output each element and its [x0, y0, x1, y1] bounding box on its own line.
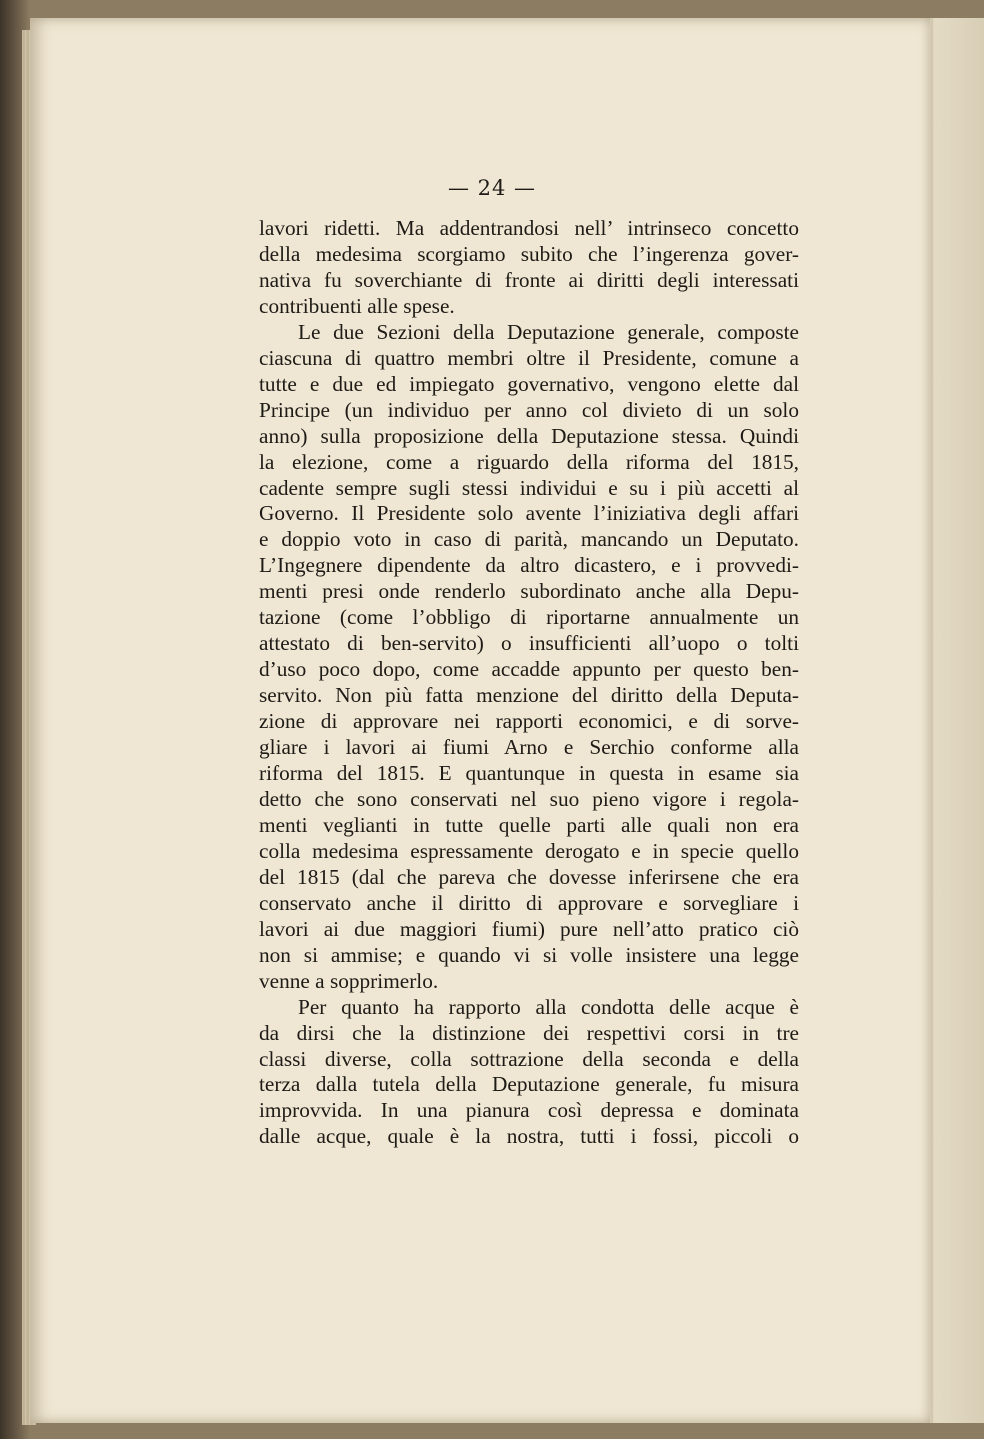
text-line: tazione (come l’obbligo di riportarne annualmente un — [259, 605, 799, 630]
text-line: dalle acque, quale è la nostra, tutti i fossi, piccoli o — [259, 1124, 799, 1149]
text-line: attestato di ben-servito) o insufficienti all’uopo o tolti — [259, 631, 799, 656]
text-line: cadente sempre sugli stessi individui e su i più accetti al — [259, 475, 799, 500]
text-line: Per quanto ha rapporto alla condotta delle acque è — [298, 994, 799, 1019]
text-line: da dirsi che la distinzione dei respettivi corsi in tre — [259, 1020, 799, 1045]
text-line: anno) sulla proposizione della Deputazione stessa. Quindi — [259, 423, 799, 448]
text-line: classi diverse, colla sottrazione della seconda e della — [259, 1046, 799, 1071]
text-line: improvvida. In una pianura così depressa e dominata — [259, 1098, 799, 1123]
text-line: menti presi onde renderlo subordinato anche alla Depu- — [259, 579, 799, 604]
text-line: contribuenti alle spese. — [259, 293, 455, 318]
text-line: riforma del 1815. E quantunque in questa in esame sia — [259, 761, 799, 786]
text-line: tutte e due ed impiegato governativo, vengono elette dal — [259, 371, 799, 396]
text-line: la elezione, come a riguardo della riforma del 1815, — [259, 449, 799, 474]
text-line: servito. Non più fatta menzione del diritto della Deputa- — [259, 683, 799, 708]
text-line: L’Ingegnere dipendente da altro dicastero, e i provvedi- — [259, 553, 799, 578]
text-line: venne a sopprimerlo. — [259, 968, 439, 993]
text-line: lavori ai due maggiori fiumi) pure nell’atto pratico ciò — [259, 916, 799, 941]
text-line: Governo. Il Presidente solo avente l’iniziativa degli affari — [259, 501, 799, 526]
text-line: gliare i lavori ai fiumi Arno e Serchio conforme alla — [259, 735, 799, 760]
facing-page-edge — [930, 18, 984, 1423]
text-line: Le due Sezioni della Deputazione generale, composte — [298, 319, 799, 344]
text-line: conservato anche il diritto di approvare e sorvegliare i — [259, 890, 799, 915]
page-number: — 24 — — [447, 176, 537, 200]
text-line: menti veglianti in tutte quelle parti alle quali non era — [259, 812, 799, 837]
text-line: e doppio voto in caso di parità, mancando un Deputato. — [259, 527, 799, 552]
text-line: non si ammise; e quando vi si volle insistere una legge — [259, 942, 799, 967]
text-line: nativa fu soverchiante di fronte ai diritti degli interessati — [259, 267, 799, 292]
text-line: d’uso poco dopo, come accadde appunto per questo ben- — [259, 657, 799, 682]
text-line: detto che sono conservati nel suo pieno vigore i regola- — [259, 786, 799, 811]
body-text — [259, 216, 799, 1150]
text-line: ciascuna di quattro membri oltre il Presidente, comune a — [259, 345, 799, 370]
text-line: terza dalla tutela della Deputazione generale, fu misura — [259, 1072, 799, 1097]
text-line: della medesima scorgiamo subito che l’ingerenza gover- — [259, 241, 799, 266]
text-line: lavori ridetti. Ma addentrandosi nell’ intrinseco concetto — [259, 216, 799, 240]
text-line: zione di approvare nei rapporti economici, e di sorve- — [259, 709, 799, 734]
text-line: del 1815 (dal che pareva che dovesse inferirsene che era — [259, 864, 799, 889]
text-line: colla medesima espressamente derogato e in specie quello — [259, 838, 799, 863]
text-line: Principe (un individuo per anno col divieto di un solo — [259, 397, 799, 422]
